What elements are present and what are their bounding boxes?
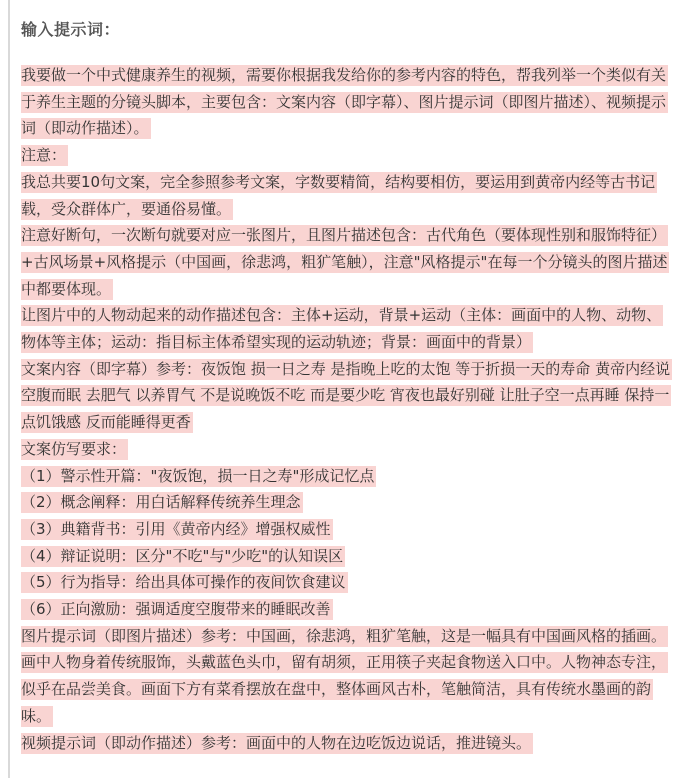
highlighted-text: （6）正向激励：强调适度空腹带来的睡眠改善 (21, 600, 331, 619)
paragraph-image-description-rules (21, 222, 671, 302)
paragraph-video-prompt-reference (21, 730, 671, 757)
list-item (21, 569, 671, 596)
list-item (21, 516, 671, 543)
highlighted-text: 文案仿写要求： (21, 439, 127, 458)
paragraph-image-prompt-reference (21, 623, 671, 730)
highlighted-text: 文案内容（即字幕）参考：夜饭饱 损一日之寿 是指晚上吃的太饱 等于折损一天的寿命 黄帝内经说空腹而眠 去肥气 以养胃气 不是说晚饭不吃 而是要少吃 宵夜也最好别碰 让肚子空一点再睡 保持一点饥饿感 反而能睡得更香 (21, 359, 671, 432)
highlighted-text: 我总共要10句文案，完全参照参考文案，字数要精简，结构要相仿，要运用到黄帝内经等古书记载，受众群体广，要通俗易懂。 (21, 172, 656, 218)
highlighted-text: 我要做一个中式健康养生的视频，需要你根据我发给你的参考内容的特色，帮我列举一个类似有关于养生主题的分镜头脚本，主要包含：文案内容（即字幕）、图片提示词（即图片描述）、视频提示词（即动作描述）。 (21, 66, 667, 138)
prompt-content (21, 62, 671, 756)
left-border-line (8, 0, 10, 778)
paragraph-motion-rules (21, 302, 671, 355)
list-item (21, 489, 671, 516)
paragraph-copy-reference (21, 356, 671, 436)
highlighted-text: 视频提示词（即动作描述）参考：画面中的人物在边吃饭边说话，推进镜头。 (21, 733, 532, 752)
highlighted-text: （3）典籍背书：引用《黄帝内经》增强权威性 (21, 519, 331, 538)
highlighted-text: 注意好断句，一次断句就要对应一张图片，且图片描述包含：古代角色（要体现性别和服饰特征）+古风场景+风格提示（中国画，徐悲鸿，粗犷笔触），注意"风格提示"在每一个分镜头的图片描述中都要体现。 (21, 226, 668, 298)
highlighted-text: 注意： (21, 146, 67, 165)
highlighted-text: （5）行为指导：给出具体可操作的夜间饮食建议 (21, 573, 346, 592)
list-item (21, 463, 671, 490)
highlighted-text: 图片提示词（即图片描述）参考：中国画，徐悲鸿，粗犷笔触，这是一幅具有中国画风格的插画。画中人物身着传统服饰，头戴蓝色头巾，留有胡须，正用筷子夹起食物送入口中。人物神态专注，似乎在品尝美食。画面下方有菜肴摆放在盘中，整体画风古朴，笔触简洁，具有传统水墨画的韵味。 (21, 626, 667, 725)
highlighted-text: 让图片中的人物动起来的动作描述包含：主体+运动，背景+运动（主体：画面中的人物、动物、物体等主体；运动：指目标主体希望实现的运动轨迹；背景：画面中的背景） (21, 306, 662, 352)
paragraph-note-label (21, 142, 671, 169)
paragraph-imitation-label (21, 436, 671, 463)
paragraph-intro (21, 62, 671, 142)
highlighted-text: （1）警示性开篇："夜饭饱，损一日之寿"形成记忆点 (21, 466, 375, 485)
list-item (21, 596, 671, 623)
highlighted-text: （4）辩证说明：区分"不吃"与"少吃"的认知误区 (21, 546, 344, 565)
paragraph-copy-count (21, 169, 671, 222)
highlighted-text: （2）概念阐释：用白话解释传统养生理念 (21, 493, 301, 512)
section-heading: 输入提示词： (21, 20, 121, 39)
list-item (21, 543, 671, 570)
